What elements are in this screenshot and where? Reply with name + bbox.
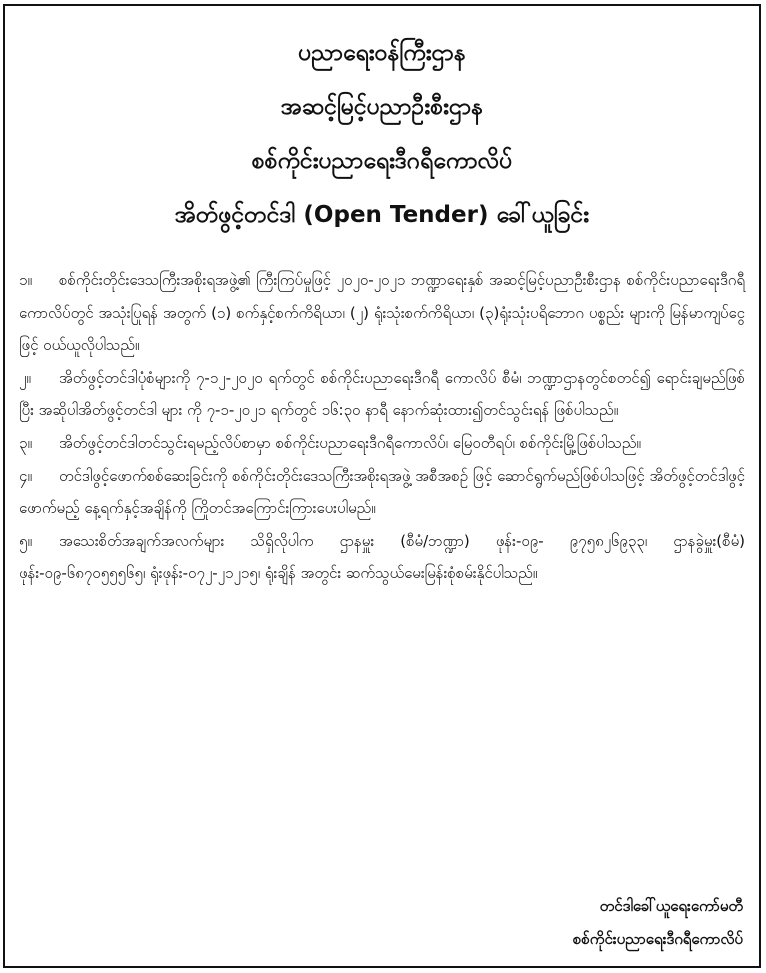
paragraph-number: ၃။ <box>19 433 32 452</box>
paragraph-number: ၁။ <box>19 271 32 289</box>
notice-title: အိတ်ဖွင့်တင်ဒါ (Open Tender) ခေါ်ယူခြင်း <box>174 202 590 228</box>
paragraph-number: ၄။ <box>19 466 32 485</box>
paragraph-number: ၂။ <box>19 368 31 387</box>
signature-block <box>573 890 743 956</box>
department-title: အဆင့်မြင့်ပညာဦးစီးဌာန <box>280 94 484 120</box>
tender-notice <box>3 4 761 968</box>
paragraph-text: စစ်ကိုင်းတိုင်းဒေသကြီးအစိုးရအဖွဲ့၏ ကြီးကြပ်မှုဖြင့် ၂၀၂၀-၂၀၂၁ ဘဏ္ဍာရေးနှစ် အဆင့်မြင့်ပညာဦးစီးဌာန စစ်ကိုင်းပညာရေးဒီဂရီကောလိပ်တွင် အသုံးပြုရန် အတွက် (၁) စက်နှင့်စက်ကိရိယာ၊ (၂) ရုံးသုံးစက်ကိရိယာ၊ (၃)ရုံးသုံးပရိဘောဂ ပစ္စည်း များကို မြန်မာကျပ်ငွေဖြင့် ဝယ်ယူလိုပါသည်။ <box>19 271 745 355</box>
ministry-title: ပညာရေးဝန်ကြီးဌာန <box>298 40 466 66</box>
notice-body <box>19 264 745 590</box>
paragraph-text: အိတ်ဖွင့်တင်ဒါတင်သွင်းရမည့်လိပ်စာမှာ စစ်ကိုင်းပညာရေးဒီဂရီကောလိပ်၊ မြေဝတီရပ်၊ စစ်ကိုင်းမြို့ဖြစ်ပါသည်။ <box>59 433 641 452</box>
paragraph-2 <box>19 362 745 427</box>
college-title: စစ်ကိုင်းပညာရေးဒီဂရီကောလိပ် <box>251 148 513 174</box>
paragraph-5 <box>19 525 745 590</box>
paragraph-number: ၅။ <box>19 531 32 550</box>
paragraph-text: အိတ်ဖွင့်တင်ဒါပုံစံများကို ၇-၁၂-၂၀၂၀ ရက်တွင် စစ်ကိုင်းပညာရေးဒီဂရီ ကောလိပ် စီမံ၊ ဘဏ္ဍာဌာနတွင်စတင်၍ ရောင်းချမည်ဖြစ်ပြီး အဆိုပါအိတ်ဖွင့်တင်ဒါ များ ကို ၇-၁-၂၀၂၁ ရက်တွင် ၁၆:၃၀ နာရီ နောက်ဆုံးထား၍တင်သွင်းရန် ဖြစ်ပါသည်။ <box>19 368 745 420</box>
college-name: စစ်ကိုင်းပညာရေးဒီဂရီကောလိပ် <box>572 930 743 948</box>
paragraph-4 <box>19 460 745 525</box>
paragraph-3 <box>19 427 745 460</box>
notice-header <box>5 6 759 242</box>
committee-name: တင်ဒါခေါ်ယူရေးကော်မတီ <box>599 897 743 915</box>
paragraph-1 <box>19 264 745 362</box>
paragraph-text: တင်ဒါဖွင့်ဖောက်စစ်ဆေးခြင်းကို စစ်ကိုင်းတိုင်းဒေသကြီးအစိုးရအဖွဲ့ အစီအစဉ် ဖြင့် ဆောင်ရွက်မည်ဖြစ်ပါသဖြင့် အိတ်ဖွင့်တင်ဒါဖွင့်ဖောက်မည့် နေ့ရက်နှင့်အချိန်ကို ကြိုတင်အကြောင်းကြားပေးပါမည်။ <box>19 466 745 518</box>
paragraph-text: အသေးစိတ်အချက်အလက်များ သိရှိလိုပါက ဌာနမှူး (စီမံ/ဘဏ္ဍာ) ဖုန်း-၀၉- ၉၇၅၈၂၆၉၃၃၊ ဌာနခွဲမှူး(စီမံ) ဖုန်း-၀၉-၆၈၇၀၅၅၅၆၅၊ ရုံးဖုန်း-၀၇၂-၂၁၂၁၅၊ ရုံးချိန် အတွင်း ဆက်သွယ်မေးမြန်းစုံစမ်းနိုင်ပါသည်။ <box>19 531 745 583</box>
